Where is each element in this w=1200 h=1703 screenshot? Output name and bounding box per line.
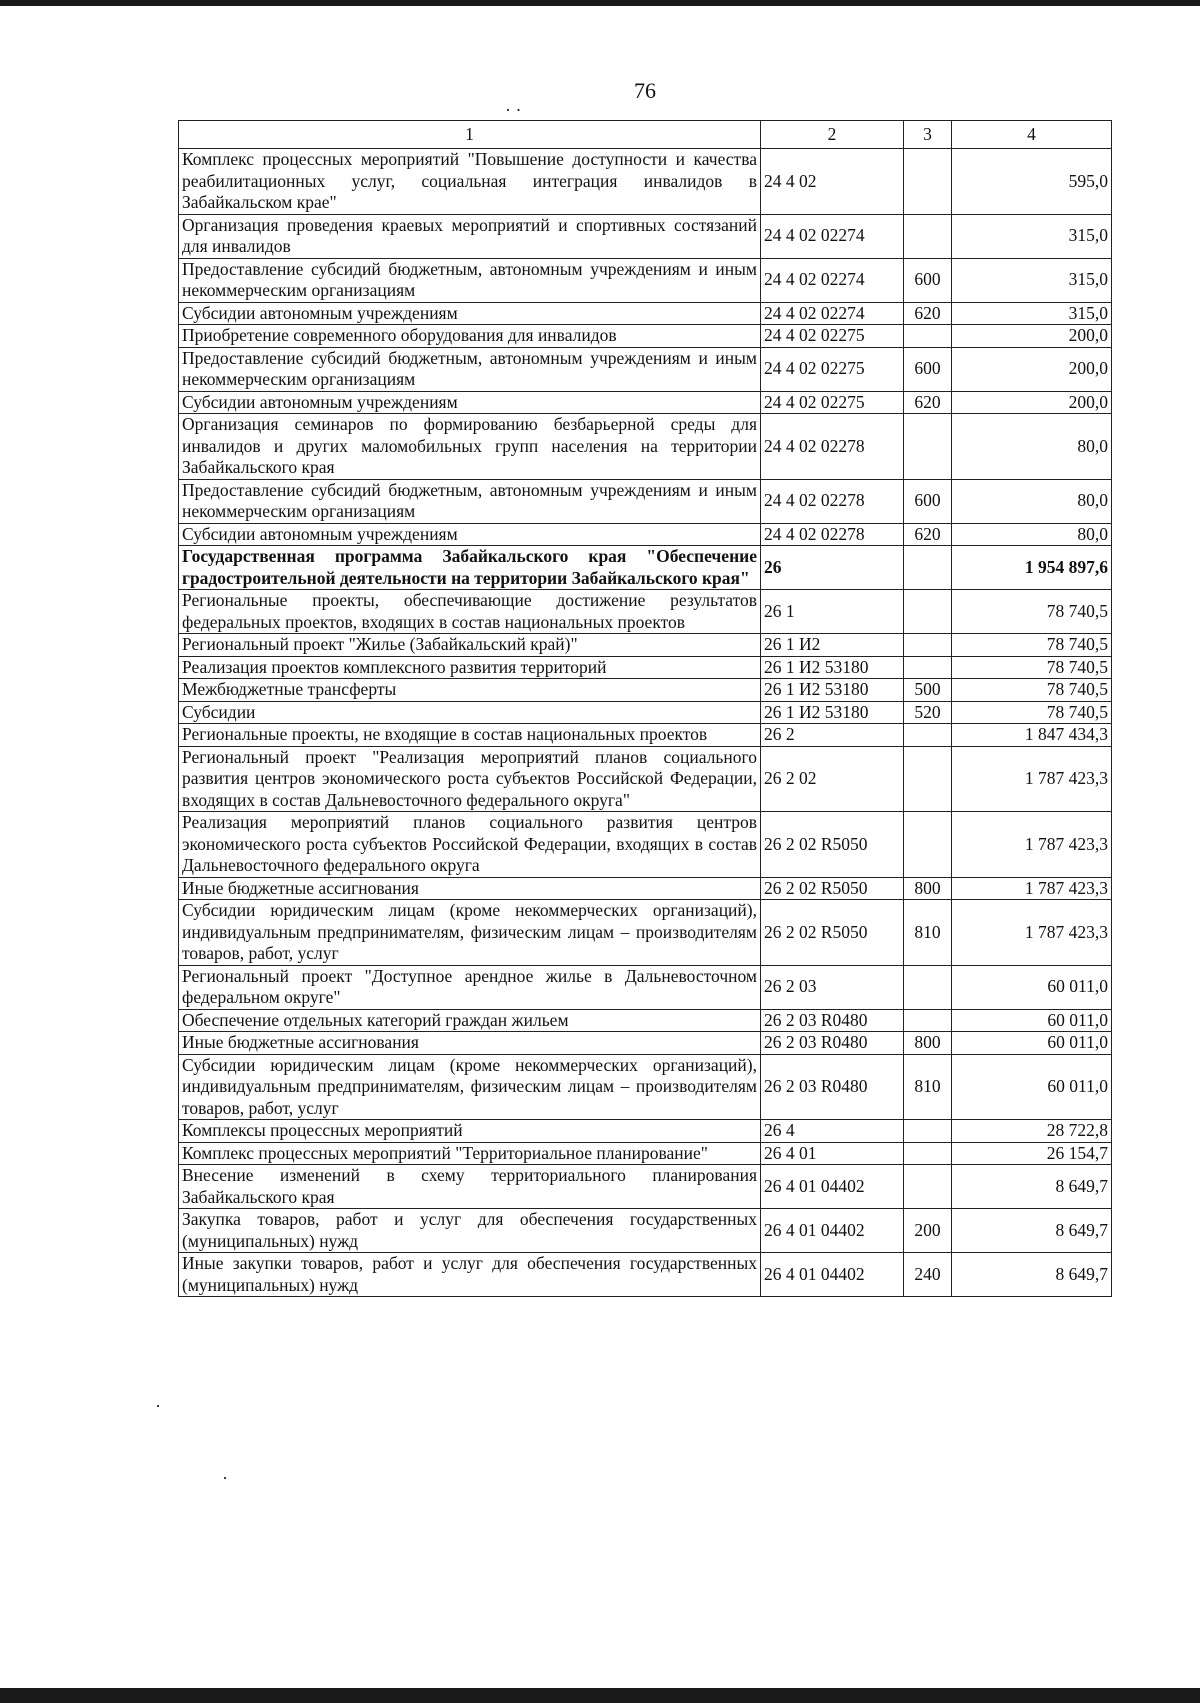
- cell-sum: 8 649,7: [952, 1253, 1112, 1297]
- cell-sum: 60 011,0: [952, 1032, 1112, 1055]
- cell-code: 26 2 02 R5050: [761, 812, 904, 878]
- cell-name: Внесение изменений в схему территориального планирования Забайкальского края: [179, 1165, 761, 1209]
- column-header-sum: 4: [952, 121, 1112, 149]
- cell-code: 26 1 И2: [761, 634, 904, 657]
- cell-sum: 60 011,0: [952, 1054, 1112, 1120]
- cell-expense-type: [904, 724, 952, 747]
- cell-expense-type: 200: [904, 1209, 952, 1253]
- cell-sum: 80,0: [952, 414, 1112, 480]
- table-row: [179, 1253, 1112, 1297]
- page-number: 76: [634, 78, 656, 103]
- scan-border-top: [0, 0, 1200, 6]
- cell-code: 24 4 02 02274: [761, 258, 904, 302]
- cell-sum: 200,0: [952, 347, 1112, 391]
- cell-code: 24 4 02 02278: [761, 523, 904, 546]
- table-row: [179, 1142, 1112, 1165]
- cell-sum: 1 787 423,3: [952, 900, 1112, 966]
- cell-code: 26 2 02 R5050: [761, 900, 904, 966]
- table-row: [179, 656, 1112, 679]
- table-row: [179, 1165, 1112, 1209]
- cell-code: 26 4 01: [761, 1142, 904, 1165]
- cell-name: Иные бюджетные ассигнования: [179, 877, 761, 900]
- cell-sum: 315,0: [952, 302, 1112, 325]
- table-row: [179, 724, 1112, 747]
- cell-sum: 200,0: [952, 325, 1112, 348]
- cell-name: Субсидии автономным учреждениям: [179, 523, 761, 546]
- cell-code: 24 4 02 02275: [761, 347, 904, 391]
- cell-name: Субсидии: [179, 701, 761, 724]
- cell-code: 26 1 И2 53180: [761, 679, 904, 702]
- cell-code: 24 4 02 02278: [761, 414, 904, 480]
- cell-code: 26: [761, 546, 904, 590]
- cell-sum: 1 847 434,3: [952, 724, 1112, 747]
- cell-name: Субсидии автономным учреждениям: [179, 302, 761, 325]
- table-row: [179, 1032, 1112, 1055]
- cell-expense-type: 500: [904, 679, 952, 702]
- cell-code: 26 4: [761, 1120, 904, 1143]
- cell-code: 26 2 03 R0480: [761, 1032, 904, 1055]
- table-row: [179, 214, 1112, 258]
- cell-name: Предоставление субсидий бюджетным, автономным учреждениям и иным некоммерческим организациям: [179, 258, 761, 302]
- table-row: [179, 546, 1112, 590]
- cell-sum: 315,0: [952, 214, 1112, 258]
- cell-expense-type: 240: [904, 1253, 952, 1297]
- cell-sum: 78 740,5: [952, 701, 1112, 724]
- cell-name: Региональный проект "Жилье (Забайкальский край)": [179, 634, 761, 657]
- cell-expense-type: 620: [904, 523, 952, 546]
- cell-name: Реализация проектов комплексного развития территорий: [179, 656, 761, 679]
- table-row: [179, 590, 1112, 634]
- table-row: [179, 965, 1112, 1009]
- cell-expense-type: [904, 1165, 952, 1209]
- cell-name: Организация семинаров по формированию безбарьерной среды для инвалидов и других маломобильных групп населения на территории Забайкальского края: [179, 414, 761, 480]
- cell-sum: 200,0: [952, 391, 1112, 414]
- cell-sum: 1 787 423,3: [952, 812, 1112, 878]
- cell-code: 26 2 02 R5050: [761, 877, 904, 900]
- cell-name: Закупка товаров, работ и услуг для обеспечения государственных (муниципальных) нужд: [179, 1209, 761, 1253]
- cell-expense-type: 620: [904, 391, 952, 414]
- cell-expense-type: [904, 965, 952, 1009]
- table-row: [179, 149, 1112, 215]
- column-header-name: 1: [179, 121, 761, 149]
- table-row: [179, 812, 1112, 878]
- scan-speck: ·: [222, 1468, 228, 1488]
- cell-name: Субсидии юридическим лицам (кроме некоммерческих организаций), индивидуальным предпринимателям, физическим лицам – производителям товаров, работ, услуг: [179, 1054, 761, 1120]
- cell-code: 26 4 01 04402: [761, 1209, 904, 1253]
- cell-sum: 60 011,0: [952, 965, 1112, 1009]
- cell-code: 24 4 02: [761, 149, 904, 215]
- table-row: [179, 302, 1112, 325]
- cell-name: Региональные проекты, не входящие в состав национальных проектов: [179, 724, 761, 747]
- cell-name: Приобретение современного оборудования для инвалидов: [179, 325, 761, 348]
- cell-name: Субсидии юридическим лицам (кроме некоммерческих организаций), индивидуальным предпринимателям, физическим лицам – производителям товаров, работ, услуг: [179, 900, 761, 966]
- cell-code: 26 2 03 R0480: [761, 1054, 904, 1120]
- cell-expense-type: [904, 214, 952, 258]
- table-row: [179, 746, 1112, 812]
- cell-code: 26 2 02: [761, 746, 904, 812]
- cell-name: Комплекс процессных мероприятий "Повышение доступности и качества реабилитационных услуг, социальная интеграция инвалидов в Забайкальском крае": [179, 149, 761, 215]
- cell-sum: 28 722,8: [952, 1120, 1112, 1143]
- cell-code: 24 4 02 02275: [761, 325, 904, 348]
- cell-code: 24 4 02 02274: [761, 302, 904, 325]
- cell-code: 26 4 01 04402: [761, 1165, 904, 1209]
- cell-code: 24 4 02 02278: [761, 479, 904, 523]
- cell-name: Государственная программа Забайкальского края "Обеспечение градостроительной деятельности на территории Забайкальского края": [179, 546, 761, 590]
- cell-expense-type: 810: [904, 1054, 952, 1120]
- cell-sum: 8 649,7: [952, 1209, 1112, 1253]
- cell-name: Региональный проект "Реализация мероприятий планов социального развития центров экономического роста субъектов Российской Федерации, входящих в состав Дальневосточного федерального округа": [179, 746, 761, 812]
- cell-code: 26 2: [761, 724, 904, 747]
- column-header-expense-type: 3: [904, 121, 952, 149]
- cell-name: Региональный проект "Доступное арендное жилье в Дальневосточном федеральном округе": [179, 965, 761, 1009]
- cell-expense-type: [904, 149, 952, 215]
- cell-expense-type: 600: [904, 347, 952, 391]
- scan-speck: ·: [155, 1396, 161, 1416]
- cell-expense-type: [904, 1009, 952, 1032]
- cell-sum: 315,0: [952, 258, 1112, 302]
- cell-expense-type: 520: [904, 701, 952, 724]
- cell-sum: 595,0: [952, 149, 1112, 215]
- cell-code: 26 1 И2 53180: [761, 656, 904, 679]
- cell-expense-type: 810: [904, 900, 952, 966]
- cell-expense-type: [904, 1142, 952, 1165]
- cell-expense-type: [904, 812, 952, 878]
- cell-code: 26 2 03: [761, 965, 904, 1009]
- cell-sum: 78 740,5: [952, 656, 1112, 679]
- cell-sum: 1 787 423,3: [952, 746, 1112, 812]
- table-row: [179, 523, 1112, 546]
- cell-name: Реализация мероприятий планов социального развития центров экономического роста субъектов Российской Федерации, входящих в состав Дальневосточного федерального округа: [179, 812, 761, 878]
- cell-sum: 78 740,5: [952, 679, 1112, 702]
- cell-expense-type: 800: [904, 1032, 952, 1055]
- cell-sum: 1 954 897,6: [952, 546, 1112, 590]
- cell-sum: 60 011,0: [952, 1009, 1112, 1032]
- cell-expense-type: [904, 325, 952, 348]
- cell-name: Региональные проекты, обеспечивающие достижение результатов федеральных проектов, входящих в состав национальных проектов: [179, 590, 761, 634]
- column-header-code: 2: [761, 121, 904, 149]
- table-row: [179, 347, 1112, 391]
- cell-code: 26 4 01 04402: [761, 1253, 904, 1297]
- cell-expense-type: 600: [904, 258, 952, 302]
- cell-sum: 78 740,5: [952, 634, 1112, 657]
- cell-sum: 8 649,7: [952, 1165, 1112, 1209]
- table-body: [179, 149, 1112, 1297]
- scan-border-bottom: [0, 1688, 1200, 1703]
- cell-expense-type: [904, 634, 952, 657]
- cell-code: 24 4 02 02274: [761, 214, 904, 258]
- cell-name: Иные бюджетные ассигнования: [179, 1032, 761, 1055]
- table-row: [179, 1054, 1112, 1120]
- header-row: [179, 121, 1112, 149]
- cell-expense-type: [904, 546, 952, 590]
- cell-code: 26 2 03 R0480: [761, 1009, 904, 1032]
- scan-speck: · ·: [505, 100, 522, 120]
- table-row: [179, 325, 1112, 348]
- table-row: [179, 701, 1112, 724]
- cell-name: Обеспечение отдельных категорий граждан жильем: [179, 1009, 761, 1032]
- table-row: [179, 877, 1112, 900]
- cell-name: Организация проведения краевых мероприятий и спортивных состязаний для инвалидов: [179, 214, 761, 258]
- cell-name: Комплексы процессных мероприятий: [179, 1120, 761, 1143]
- cell-expense-type: 600: [904, 479, 952, 523]
- cell-name: Субсидии автономным учреждениям: [179, 391, 761, 414]
- table-row: [179, 679, 1112, 702]
- cell-name: Межбюджетные трансферты: [179, 679, 761, 702]
- table-row: [179, 634, 1112, 657]
- cell-sum: 80,0: [952, 479, 1112, 523]
- cell-code: 24 4 02 02275: [761, 391, 904, 414]
- cell-expense-type: [904, 746, 952, 812]
- cell-code: 26 1 И2 53180: [761, 701, 904, 724]
- cell-expense-type: [904, 590, 952, 634]
- cell-sum: 78 740,5: [952, 590, 1112, 634]
- cell-sum: 26 154,7: [952, 1142, 1112, 1165]
- table-row: [179, 414, 1112, 480]
- table-row: [179, 1009, 1112, 1032]
- cell-name: Предоставление субсидий бюджетным, автономным учреждениям и иным некоммерческим организациям: [179, 479, 761, 523]
- cell-code: 26 1: [761, 590, 904, 634]
- table-row: [179, 1120, 1112, 1143]
- cell-expense-type: [904, 414, 952, 480]
- cell-expense-type: [904, 656, 952, 679]
- budget-table: [178, 120, 1112, 1297]
- cell-sum: 1 787 423,3: [952, 877, 1112, 900]
- cell-name: Иные закупки товаров, работ и услуг для обеспечения государственных (муниципальных) нужд: [179, 1253, 761, 1297]
- cell-expense-type: 620: [904, 302, 952, 325]
- table-row: [179, 258, 1112, 302]
- cell-expense-type: [904, 1120, 952, 1143]
- cell-expense-type: 800: [904, 877, 952, 900]
- cell-name: Предоставление субсидий бюджетным, автономным учреждениям и иным некоммерческим организациям: [179, 347, 761, 391]
- cell-name: Комплекс процессных мероприятий "Территориальное планирование": [179, 1142, 761, 1165]
- table-row: [179, 391, 1112, 414]
- table-row: [179, 1209, 1112, 1253]
- table-row: [179, 900, 1112, 966]
- table-row: [179, 479, 1112, 523]
- cell-sum: 80,0: [952, 523, 1112, 546]
